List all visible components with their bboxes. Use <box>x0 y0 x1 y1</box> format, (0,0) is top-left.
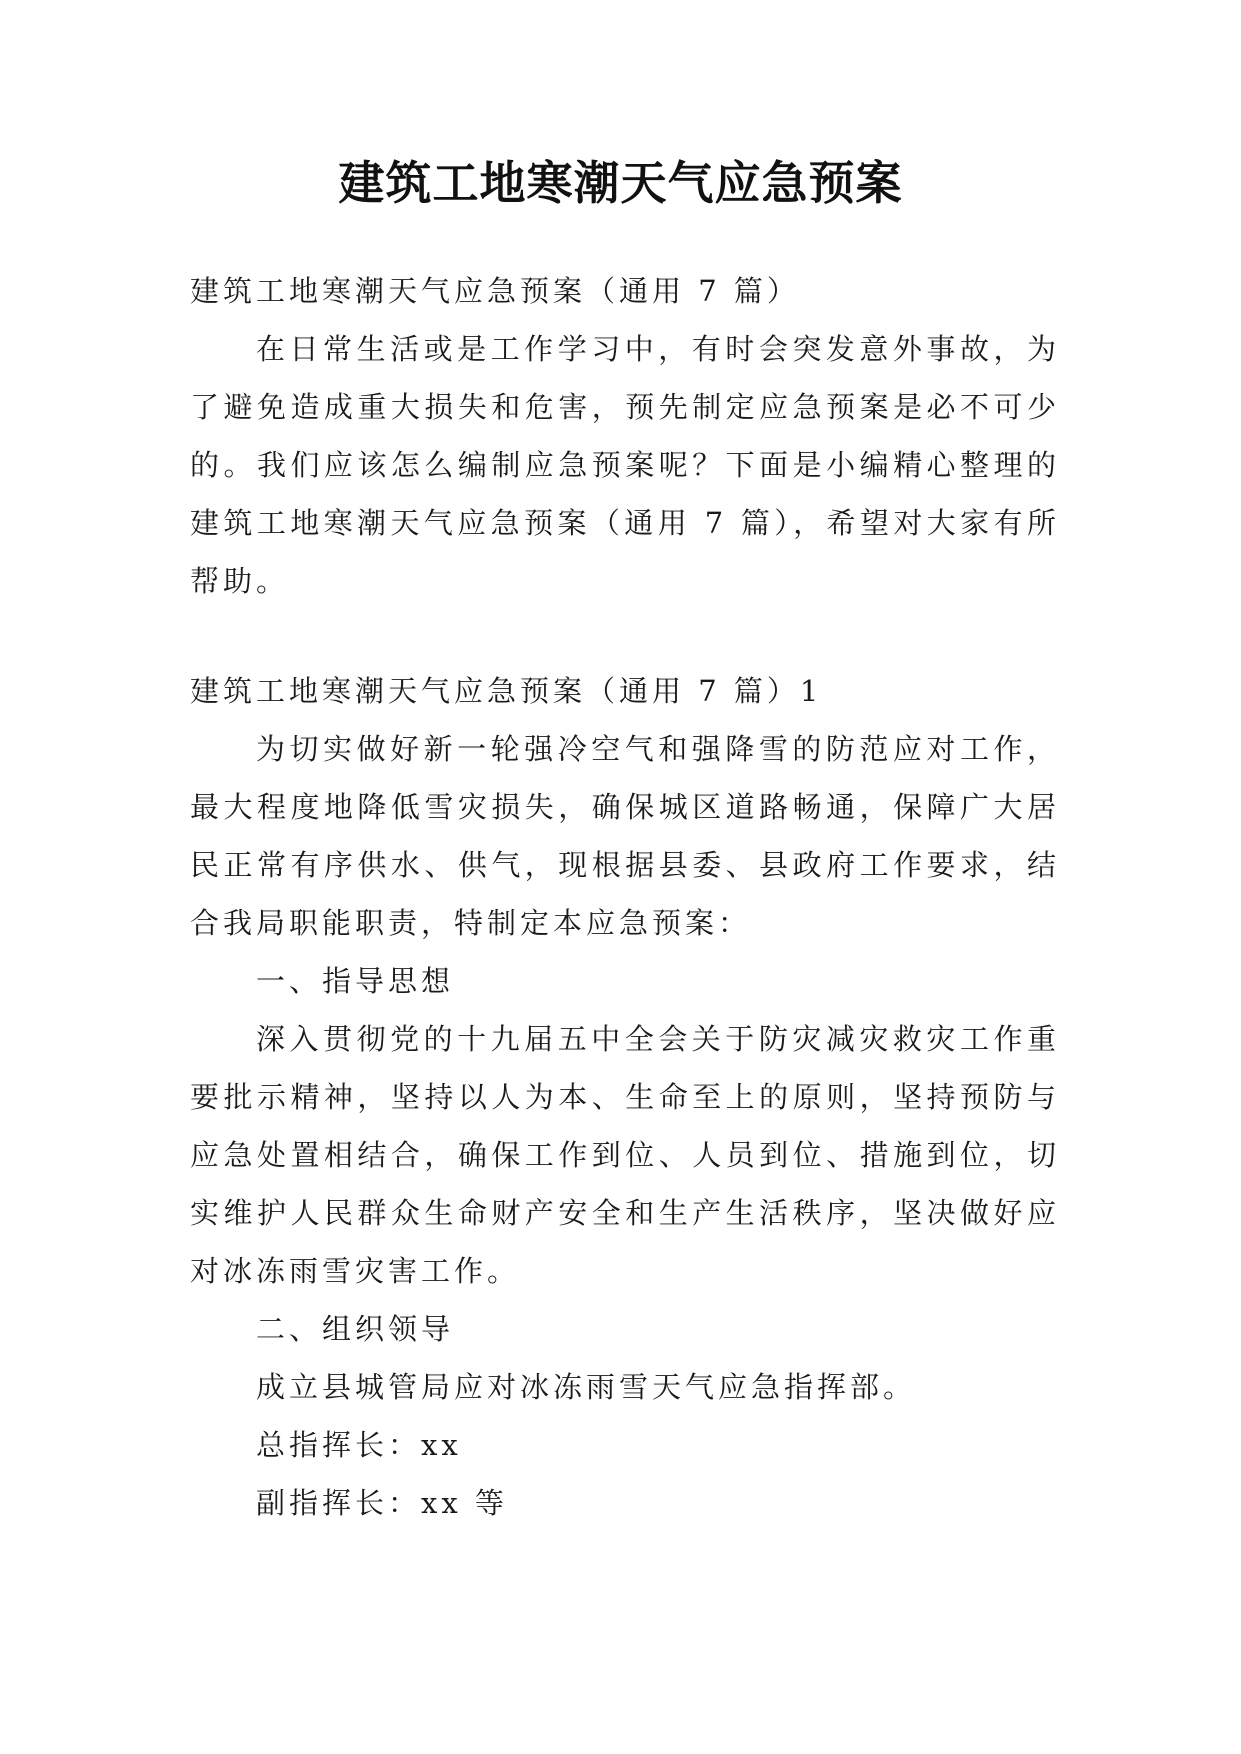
organization-paragraph: 成立县城管局应对冰冻雨雪天气应急指挥部。 <box>256 1370 917 1404</box>
organization-heading: 二、组织领导 <box>256 1312 455 1346</box>
document-title: 建筑工地寒潮天气应急预案 <box>338 156 903 210</box>
intro-paragraph: 在日常生活或是工作学习中，有时会突发意外事故，为了避免造成重大损失和危害，预先制定应急预案是必不可少的。我们应该怎么编制应急预案呢？下面是小编精心整理的建筑工地寒潮天气应急预案（通用 7 篇），希望对大家有所帮助。 <box>190 332 1060 598</box>
deputy-commander-line: 副指挥长：xx 等 <box>256 1486 508 1520</box>
guiding-paragraph: 深入贯彻党的十九届五中全会关于防灾减灾救灾工作重要批示精神，坚持以人为本、生命至上的原则，坚持预防与应急处置相结合，确保工作到位、人员到位、措施到位，切实维护人民群众生命财产安全和生产生活秩序，坚决做好应对冰冻雨雪灾害工作。 <box>190 1022 1060 1288</box>
document-subtitle: 建筑工地寒潮天气应急预案（通用 7 篇） <box>190 274 800 308</box>
document-body <box>190 262 1060 1532</box>
section-spacer <box>190 610 1060 662</box>
guiding-heading: 一、指导思想 <box>256 964 455 998</box>
section-paragraph: 为切实做好新一轮强冷空气和强降雪的防范应对工作，最大程度地降低雪灾损失，确保城区道路畅通，保障广大居民正常有序供水、供气，现根据县委、县政府工作要求，结合我局职能职责，特制定本应急预案： <box>190 732 1060 940</box>
chief-commander-line: 总指挥长：xx <box>256 1428 462 1462</box>
section-heading: 建筑工地寒潮天气应急预案（通用 7 篇）1 <box>190 674 823 708</box>
